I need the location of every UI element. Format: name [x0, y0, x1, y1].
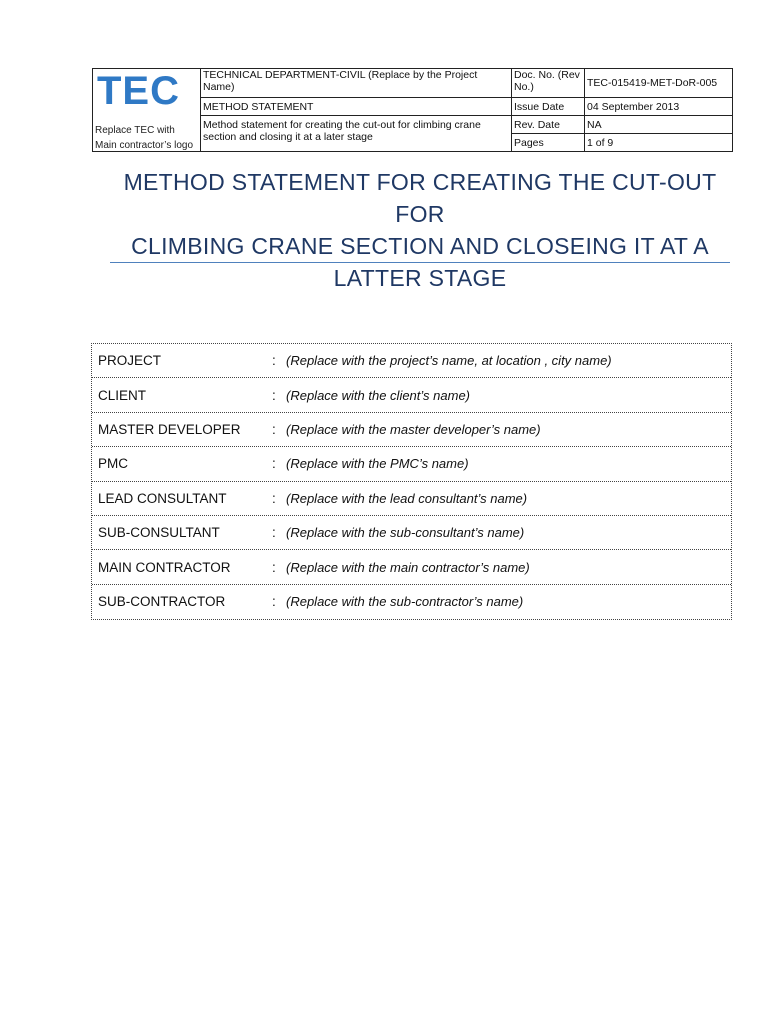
- description-cell: Method statement for creating the cut-out for climbing crane section and closing it at a later stage: [201, 116, 512, 152]
- document-header-table: [92, 68, 733, 152]
- title-line3: LATTER STAGE: [333, 265, 507, 291]
- info-value: (Replace with the sub-consultant’s name): [286, 525, 525, 541]
- info-label: PROJECT: [98, 353, 162, 369]
- rev-date-label: Rev. Date: [512, 116, 585, 134]
- info-row: [92, 482, 731, 516]
- info-value: (Replace with the master developer’s name): [286, 421, 541, 437]
- info-row: [92, 550, 731, 584]
- info-row: [92, 413, 731, 447]
- doc-no-label: Doc. No. (Rev No.): [512, 69, 585, 98]
- rev-date-value: NA: [585, 116, 733, 134]
- logo-cell: [93, 69, 201, 152]
- info-row: [92, 516, 731, 550]
- info-value: (Replace with the PMC’s name): [286, 456, 469, 472]
- info-separator: :: [272, 525, 276, 541]
- info-label: MASTER DEVELOPER: [98, 421, 241, 437]
- project-info-table: [91, 343, 732, 620]
- title-line1: METHOD STATEMENT FOR CREATING THE CUT-OUT FOR: [123, 169, 717, 227]
- info-label: MAIN CONTRACTOR: [98, 559, 231, 575]
- title-divider: [110, 262, 730, 263]
- company-logo: TEC: [97, 69, 180, 113]
- info-separator: :: [272, 353, 276, 369]
- pages-value: 1 of 9: [585, 134, 733, 152]
- logo-caption-line2: Main contractor’s logo: [95, 140, 194, 151]
- info-label: SUB-CONSULTANT: [98, 525, 220, 541]
- info-label: CLIENT: [98, 387, 147, 403]
- info-value: (Replace with the client’s name): [286, 387, 471, 403]
- info-label: PMC: [98, 456, 128, 472]
- info-row: [92, 378, 731, 412]
- info-separator: :: [272, 490, 276, 506]
- info-value: (Replace with the main contractor’s name): [286, 559, 530, 575]
- issue-date-label: Issue Date: [512, 98, 585, 116]
- info-row: [92, 447, 731, 481]
- doc-no-value: TEC-015419-MET-DoR-005: [585, 69, 733, 98]
- logo-caption: [95, 123, 193, 152]
- info-separator: :: [272, 559, 276, 575]
- doc-type-cell: METHOD STATEMENT: [201, 98, 512, 116]
- title-line2: CLIMBING CRANE SECTION AND CLOSEING IT AT A: [131, 233, 709, 259]
- info-separator: :: [272, 594, 276, 610]
- department-cell: TECHNICAL DEPARTMENT-CIVIL (Replace by the Project Name): [201, 69, 512, 98]
- info-row: [92, 585, 731, 619]
- info-separator: :: [272, 421, 276, 437]
- info-value: (Replace with the sub-contractor’s name): [286, 594, 524, 610]
- document-title: [110, 166, 730, 294]
- info-value: (Replace with the project’s name, at location , city name): [286, 353, 612, 369]
- info-label: SUB-CONTRACTOR: [98, 594, 226, 610]
- pages-label: Pages: [512, 134, 585, 152]
- info-label: LEAD CONSULTANT: [98, 490, 227, 506]
- info-separator: :: [272, 387, 276, 403]
- issue-date-value: 04 September 2013: [585, 98, 733, 116]
- logo-caption-line1: Replace TEC with: [95, 125, 175, 136]
- info-value: (Replace with the lead consultant’s name): [286, 490, 528, 506]
- info-row: [92, 344, 731, 378]
- info-separator: :: [272, 456, 276, 472]
